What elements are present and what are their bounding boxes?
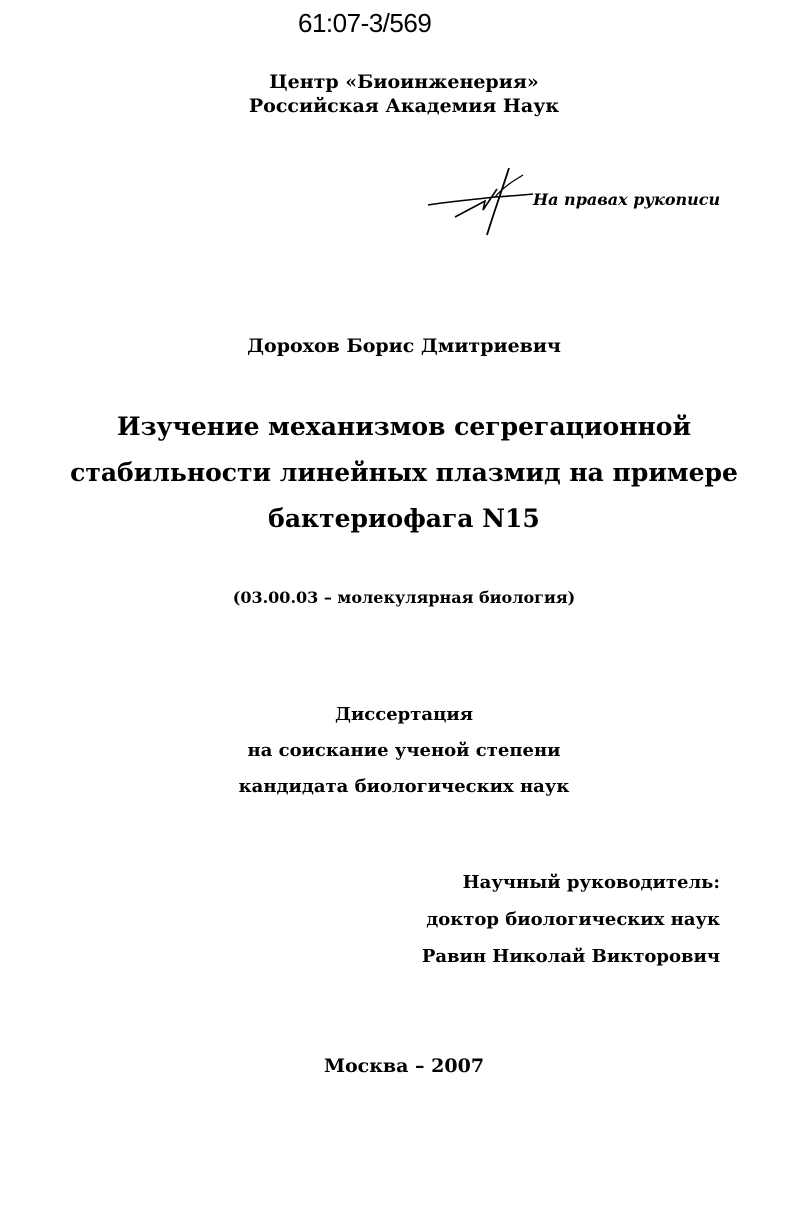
city-year: Москва – 2007 <box>323 1055 485 1077</box>
dissertation-label: Диссертация <box>334 704 474 725</box>
signature-mark <box>425 165 535 237</box>
academy-name: Российская Академия Наук <box>248 95 560 117</box>
title-line: стабильности линейных плазмид на примере <box>70 458 738 487</box>
dissertation-block <box>0 697 793 805</box>
specialty-code: (03.00.03 – молекулярная биология) <box>232 588 576 607</box>
institution-block <box>0 70 793 118</box>
catalog-number: 61:07-3/569 <box>298 8 432 38</box>
supervisor-block <box>422 864 720 975</box>
title-line: Изучение механизмов сегрегационной <box>116 412 692 441</box>
author-name: Дорохов Борис Дмитриевич <box>247 335 561 357</box>
supervisor-heading: Научный руководитель: <box>462 872 720 893</box>
supervisor-degree: доктор биологических наук <box>426 909 720 930</box>
title-line: бактериофага N15 <box>268 504 540 533</box>
degree-purpose: на соискание ученой степени <box>247 740 561 761</box>
supervisor-name: Равин Николай Викторович <box>421 946 720 967</box>
dissertation-title <box>40 404 768 542</box>
institution-name: Центр «Биоинженерия» <box>269 71 539 93</box>
degree-name: кандидата биологических наук <box>238 776 570 797</box>
manuscript-note: На правах рукописи <box>533 190 721 209</box>
